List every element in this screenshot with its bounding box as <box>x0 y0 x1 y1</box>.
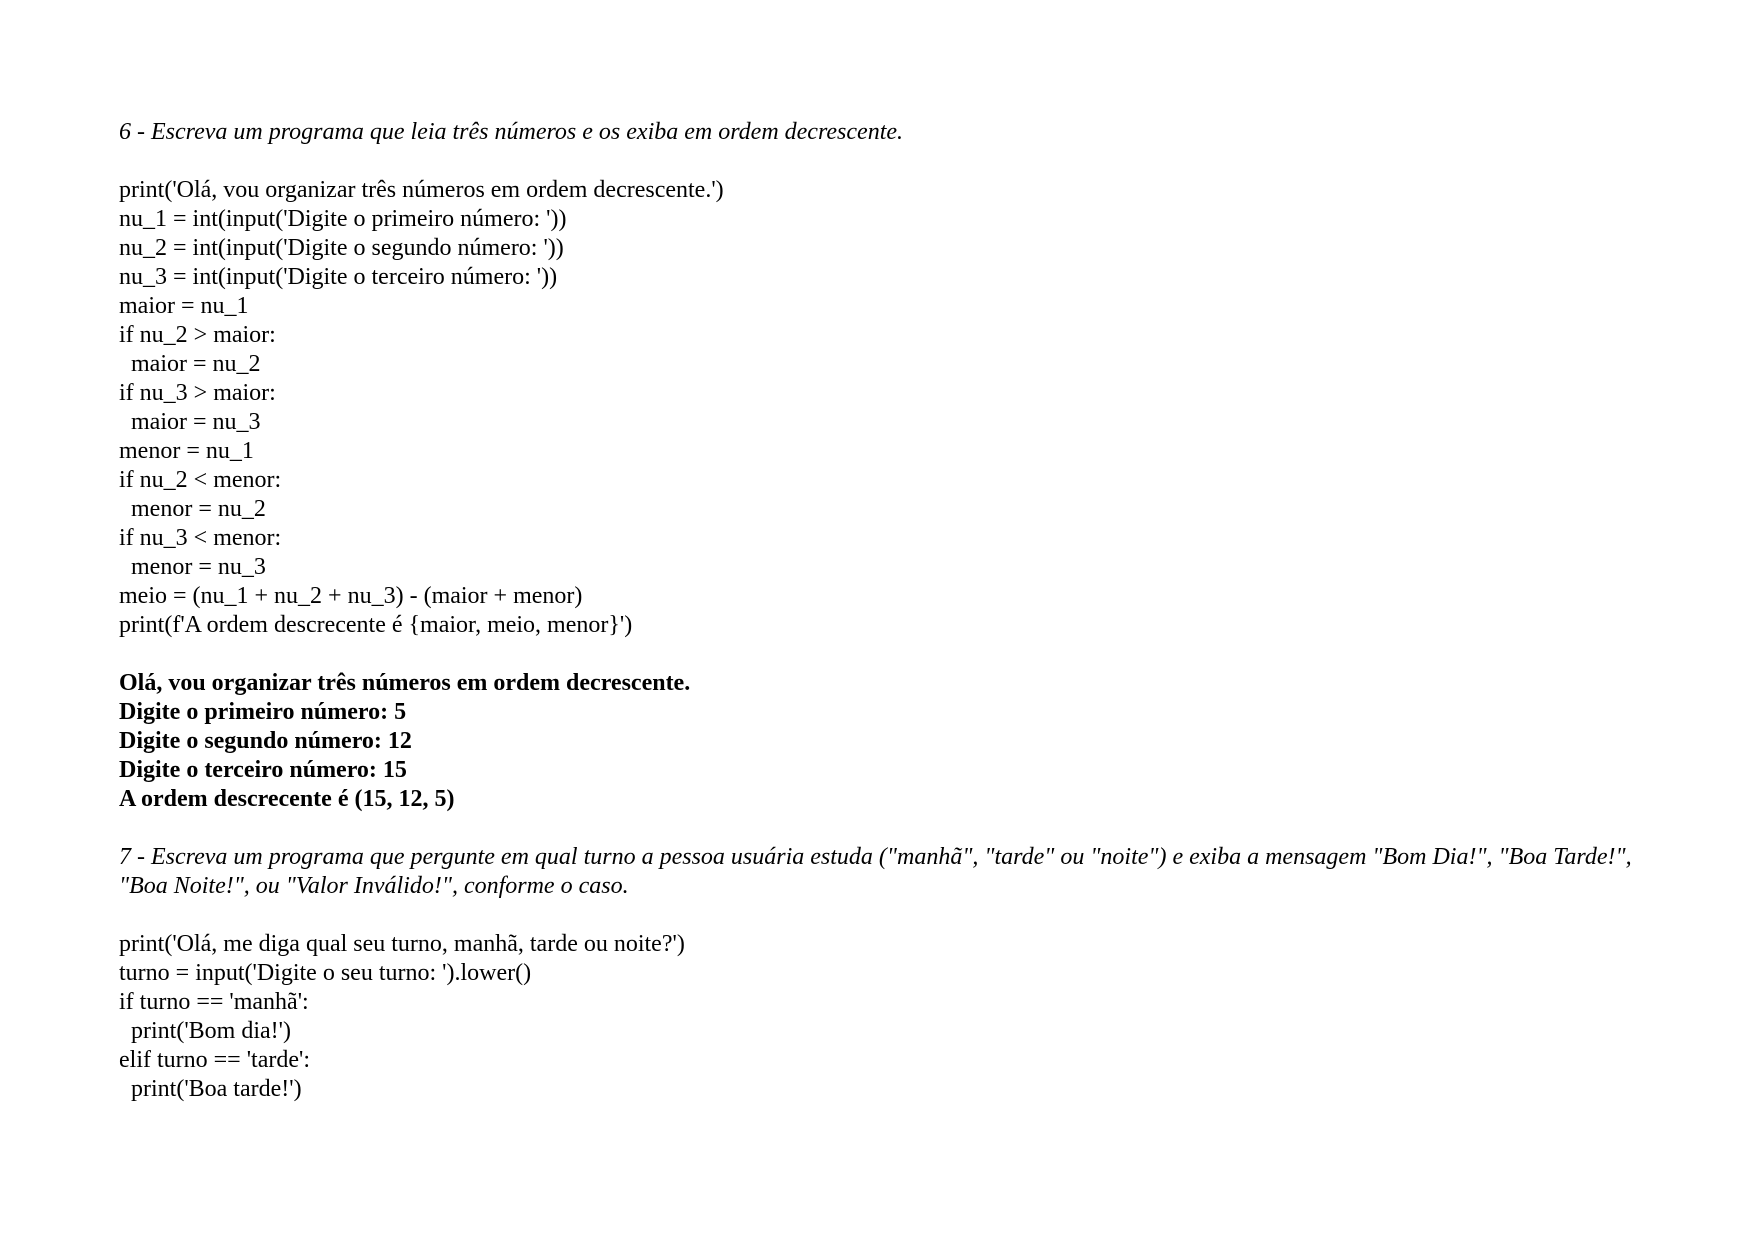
spacer <box>119 147 1639 176</box>
code-line: print('Bom dia!') <box>119 1018 291 1044</box>
output-line: Digite o segundo número: 12 <box>119 728 412 754</box>
code-line: menor = nu_2 <box>119 496 266 522</box>
output-line: Digite o terceiro número: 15 <box>119 757 407 783</box>
code-line: nu_3 = int(input('Digite o terceiro número: ')) <box>119 264 558 290</box>
exercise-7-question: 7 - Escreva um programa que pergunte em qual turno a pessoa usuária estuda ("manhã", "tarde" ou "noite") e exiba a mensagem "Bom Dia!", "Boa Tarde!", "Boa Noite!", ou "Valor Inválido!", conforme o caso. <box>119 844 1632 899</box>
code-line: if nu_3 < menor: <box>119 525 282 551</box>
code-line: maior = nu_1 <box>119 293 249 319</box>
code-line: nu_2 = int(input('Digite o segundo número: ')) <box>119 235 564 261</box>
exercise-7-code <box>119 930 1639 1104</box>
code-line: if nu_2 < menor: <box>119 467 282 493</box>
spacer <box>119 814 1639 843</box>
code-line: maior = nu_3 <box>119 409 261 435</box>
code-line: if nu_2 > maior: <box>119 322 276 348</box>
exercise-6-output <box>119 669 1639 814</box>
code-line: print('Olá, vou organizar três números em ordem decrescente.') <box>119 177 724 203</box>
exercise-6 <box>119 118 1639 814</box>
exercise-6-code <box>119 176 1639 640</box>
code-line: maior = nu_2 <box>119 351 261 377</box>
code-line: menor = nu_3 <box>119 554 266 580</box>
spacer <box>119 901 1639 930</box>
output-line: Digite o primeiro número: 5 <box>119 699 407 725</box>
code-line: menor = nu_1 <box>119 438 254 464</box>
output-line: Olá, vou organizar três números em ordem decrescente. <box>119 670 691 696</box>
code-line: print(f'A ordem descrecente é {maior, meio, menor}') <box>119 612 633 638</box>
code-line: print('Boa tarde!') <box>119 1076 302 1102</box>
code-line: elif turno == 'tarde': <box>119 1047 310 1073</box>
code-line: turno = input('Digite o seu turno: ').lower() <box>119 960 532 986</box>
exercise-6-question: 6 - Escreva um programa que leia três números e os exiba em ordem decrescente. <box>119 119 904 145</box>
spacer <box>119 640 1639 669</box>
output-line: A ordem descrecente é (15, 12, 5) <box>119 786 455 812</box>
code-line: meio = (nu_1 + nu_2 + nu_3) - (maior + menor) <box>119 583 583 609</box>
code-line: nu_1 = int(input('Digite o primeiro número: ')) <box>119 206 567 232</box>
document-page <box>119 118 1639 1104</box>
code-line: if turno == 'manhã': <box>119 989 309 1015</box>
code-line: if nu_3 > maior: <box>119 380 276 406</box>
exercise-7 <box>119 843 1639 1104</box>
code-line: print('Olá, me diga qual seu turno, manhã, tarde ou noite?') <box>119 931 685 957</box>
